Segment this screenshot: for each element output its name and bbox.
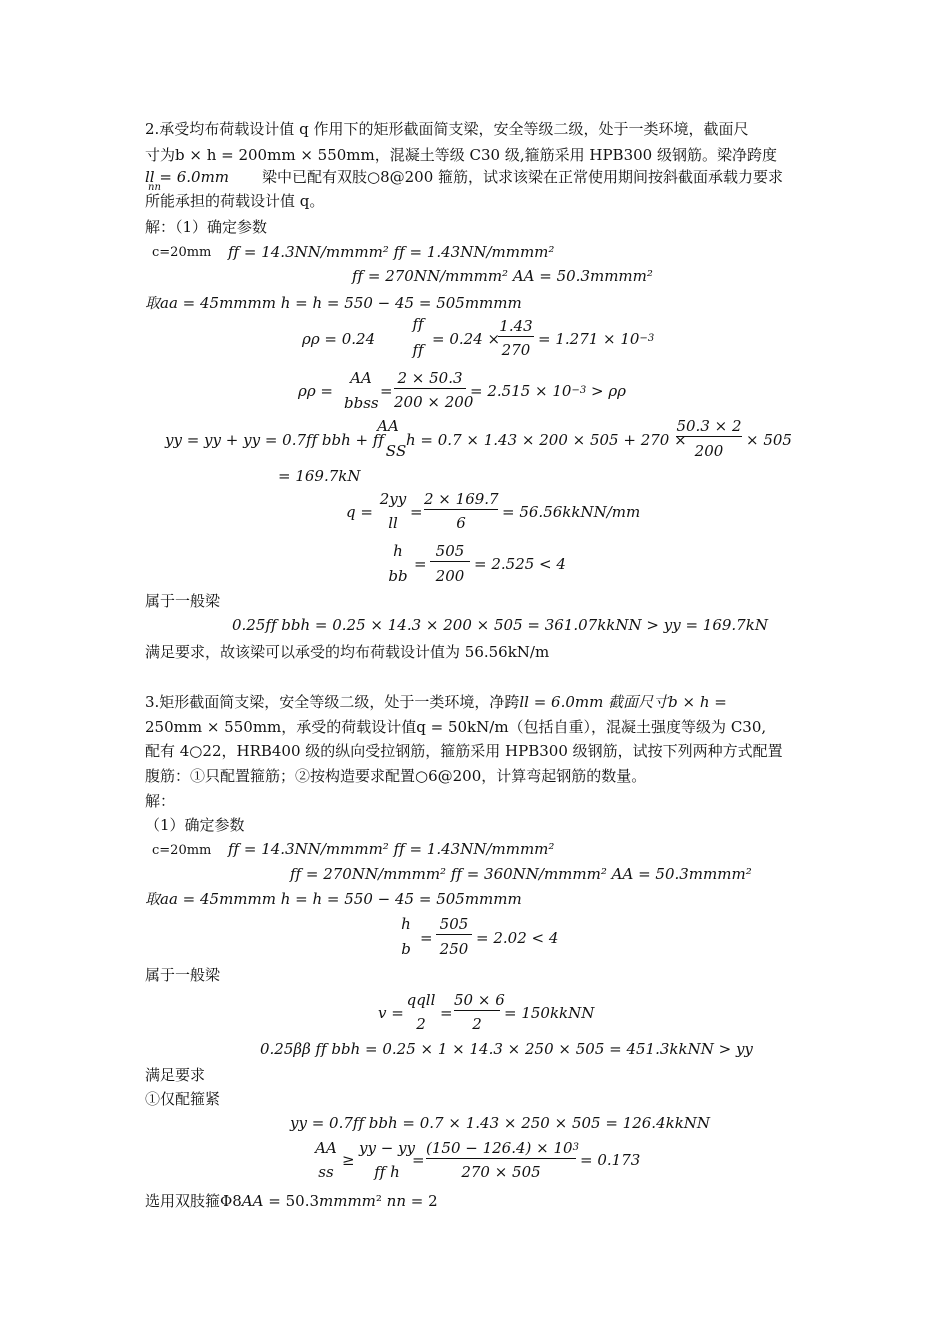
problem2-conclusion: 满足要求，故该梁可以承受的均布荷载设计值为 56.56kN/m	[145, 643, 550, 661]
asv-frac2-num: 𝑦𝑦 − 𝑦𝑦	[358, 1139, 415, 1157]
rho-min-lhs: 𝜌𝜌 = 0.24	[302, 330, 376, 348]
problem3-line1-text: 3.矩形截面简支梁，安全等级二级，处于一类环境，净跨	[145, 693, 520, 711]
problem3-choose-line: 选用双肢箍Φ8𝐴𝐴 = 50.3𝑚𝑚𝑚𝑚² 𝑛𝑛 = 2	[145, 1192, 438, 1210]
v-frac2-den: 2	[472, 1015, 482, 1033]
hw-rhs: = 2.525 < 4	[474, 555, 566, 573]
problem2-statement-line-2: 寸为b × h = 200mm × 550mm，混凝土等级 C30 级,箍筋采用 HPB300 级钢筋。梁净跨度	[145, 146, 777, 164]
v-frac1-den: 2	[416, 1015, 426, 1033]
problem3-case1: ①仅配箍紧	[145, 1090, 221, 1108]
hw-frac1-den: 𝑏𝑏	[388, 567, 408, 585]
rho-sv-rhs-text: = 2.515 × 10	[470, 382, 572, 400]
rho-min-frac1-den: 𝑓𝑓	[412, 341, 424, 359]
asv-frac3-num	[426, 1138, 579, 1159]
q-lhs: q =	[346, 503, 373, 521]
problem3-fyv-line: 𝑓𝑓 = 270𝑁𝑁/𝑚𝑚𝑚𝑚² 𝑓𝑓 = 360𝑁𝑁/𝑚𝑚𝑚𝑚² 𝐴𝐴 = 50.3𝑚𝑚𝑚𝑚²	[290, 865, 752, 883]
asv-frac3-exponent: 3	[572, 1142, 579, 1153]
problem2-statement-line-1: 2.承受均布荷载设计值 q 作用下的矩形截面简支梁，安全等级二级，处于一类环境，截面尺	[145, 120, 749, 138]
rho-sv-lhs: 𝜌𝜌 =	[298, 382, 333, 400]
q-frac2-num: 2 × 169.7	[424, 490, 499, 508]
problem2-general-beam: 属于一般梁	[145, 592, 221, 610]
p3-hw-eq: =	[420, 929, 433, 947]
rho-sv-rhs	[470, 381, 626, 401]
rho-sv-eq: =	[380, 382, 393, 400]
rho-sv-exponent: −3	[571, 385, 587, 396]
v-frac2-num: 50 × 6	[454, 991, 505, 1009]
vu-lhs: 𝑦𝑦 = 𝑦𝑦 + 𝑦𝑦 = 0.7𝑓𝑓 𝑏𝑏ℎ + 𝑓𝑓	[165, 431, 384, 449]
problem3-step1: （1）确定参数	[145, 816, 245, 834]
v-lhs: v =	[378, 1004, 404, 1022]
p3-hw-frac1-num: ℎ	[401, 915, 411, 933]
ln-value: = 6.0𝑚𝑚	[154, 168, 230, 186]
vu-frac2-num: 50.3 × 2	[676, 417, 742, 435]
rho-min-frac1-num: 𝑓𝑓	[412, 315, 424, 333]
hw-frac2-num: 505	[430, 541, 470, 562]
ln-subscript: nn	[148, 182, 161, 193]
problem3-statement-line-4: 腹筋：①只配置箍筋；②按构造要求配置○6@200，计算弯起钢筋的数量。	[145, 767, 647, 785]
q-frac2-den: 6	[456, 514, 466, 532]
v-frac1-num: 𝑞𝑞𝑙𝑙	[406, 991, 436, 1009]
problem3-fc-line: 𝑓𝑓 = 14.3𝑁𝑁/𝑚𝑚𝑚𝑚² 𝑓𝑓 = 1.43𝑁𝑁/𝑚𝑚𝑚𝑚²	[228, 840, 555, 858]
problem3-statement-line-1	[145, 692, 727, 712]
p3-hw-frac1-den: b	[401, 940, 411, 958]
problem2-fc-line: 𝑓𝑓 = 14.3𝑁𝑁/𝑚𝑚𝑚𝑚² 𝑓𝑓 = 1.43𝑁𝑁/𝑚𝑚𝑚𝑚²	[228, 243, 555, 261]
rho-min-frac2-num: 1.43	[499, 317, 533, 335]
problem3-vc-line: 𝑦𝑦 = 0.7𝑓𝑓 𝑏𝑏ℎ = 0.7 × 1.43 × 250 × 505 = 126.4𝑘𝑘𝑁𝑁	[290, 1114, 711, 1132]
q-eq: =	[410, 503, 423, 521]
q-rhs: = 56.56𝑘𝑘𝑁𝑁/𝑚𝑚	[502, 503, 641, 521]
asv-frac1-num: 𝐴𝐴	[315, 1139, 337, 1157]
vu-tail: × 505	[746, 431, 792, 449]
vu-frac1-den: 𝑆𝑆	[385, 442, 407, 460]
q-frac1-den: 𝑙𝑙	[388, 514, 398, 532]
problem3-statement-line-3: 配有 4○22，HRB400 级的纵向受拉钢筋，箍筋采用 HPB300 级钢筋，试按下列两种方式配置	[145, 742, 783, 760]
asv-frac1-den: 𝑠𝑠	[318, 1163, 334, 1181]
problem2-as-line: 取𝑎𝑎 = 45𝑚𝑚𝑚𝑚 ℎ = ℎ = 550 − 45 = 505𝑚𝑚𝑚𝑚	[145, 294, 522, 312]
rho-sv-frac1-num: 𝐴𝐴	[350, 369, 372, 387]
rho-sv-frac1-den: 𝑏𝑏𝑠𝑠	[344, 394, 379, 412]
problem3-solution-label: 解：	[145, 792, 176, 810]
asv-frac2-den: 𝑓𝑓 ℎ	[374, 1163, 400, 1181]
problem3-statement-line-2: 250mm × 550mm，承受的荷载设计值q = 50kN/m（包括自重），混凝土强度等级为 C30,	[145, 718, 767, 736]
v-rhs: = 150𝑘𝑘𝑁𝑁	[504, 1004, 595, 1022]
rho-min-rhs-text: = 1.271 × 10	[538, 330, 640, 348]
problem2-cover: c=20mm	[152, 245, 212, 260]
problem2-fyv-line: 𝑓𝑓 = 270𝑁𝑁/𝑚𝑚𝑚𝑚² 𝐴𝐴 = 50.3𝑚𝑚𝑚𝑚²	[352, 267, 653, 285]
rho-min-exponent: −3	[639, 333, 655, 344]
asv-eq: =	[412, 1151, 425, 1169]
rho-sv-tail: > 𝜌𝜌	[586, 382, 626, 400]
problem2-solution-label: 解：（1）确定参数	[145, 218, 268, 236]
rho-sv-frac2-num: 2 × 50.3	[394, 368, 466, 389]
hw-frac1-num: ℎ	[393, 542, 403, 560]
problem3-general-beam: 属于一般梁	[145, 966, 221, 984]
ln-symbol-label: ll	[145, 168, 155, 186]
q-frac1-num: 2𝑦𝑦	[379, 490, 407, 508]
problem2-statement-line-3: 梁中已配有双肢○8@200 箍筋，试求该梁在正常使用期间按斜截面承载力要求	[262, 168, 784, 186]
rho-min-mid: = 0.24 ×	[432, 330, 501, 348]
problem3-line1-rest: = 6.0𝑚𝑚 截面尺寸b × h =	[528, 693, 727, 711]
problem2-check-line: 0.25𝑓𝑓 𝑏𝑏ℎ = 0.25 × 14.3 × 200 × 505 = 361.07𝑘𝑘𝑁𝑁 > 𝑦𝑦 = 169.7kN	[232, 616, 768, 634]
v-eq: =	[440, 1004, 453, 1022]
problem3-satisfy: 满足要求	[145, 1066, 206, 1084]
asv-rhs: = 0.173	[580, 1151, 641, 1169]
p3-hw-frac2-den: 250	[439, 940, 469, 958]
vu-mid: ℎ = 0.7 × 1.43 × 200 × 505 + 270 ×	[406, 431, 687, 449]
asv-ge: ≥	[342, 1151, 355, 1169]
problem3-ln-symbol: ll	[519, 693, 529, 711]
vu-frac1-num: 𝐴𝐴	[377, 417, 399, 435]
hw-eq: =	[414, 555, 427, 573]
problem3-check-line: 0.25𝛽𝛽 𝑓𝑓 𝑏𝑏ℎ = 0.25 × 1 × 14.3 × 250 × 505 = 451.3𝑘𝑘𝑁𝑁 > 𝑦𝑦	[260, 1040, 753, 1058]
problem3-as-line: 取𝑎𝑎 = 45𝑚𝑚𝑚𝑚 ℎ = ℎ = 550 − 45 = 505𝑚𝑚𝑚𝑚	[145, 890, 522, 908]
asv-frac3-num-text: (150 − 126.4) × 10	[426, 1139, 573, 1157]
p3-hw-frac2-num: 505	[436, 914, 472, 935]
problem2-statement-line-4: 所能承担的荷载设计值 q。	[145, 192, 325, 210]
vu-frac2-den: 200	[694, 442, 724, 460]
problem3-cover: c=20mm	[152, 843, 212, 858]
rho-sv-frac2-den: 200 × 200	[394, 393, 474, 411]
vu-result: = 169.7kN	[278, 467, 361, 485]
asv-frac3-den: 270 × 505	[461, 1163, 541, 1181]
p3-hw-rhs: = 2.02 < 4	[476, 929, 559, 947]
rho-min-rhs	[538, 329, 654, 349]
hw-frac2-den: 200	[435, 567, 465, 585]
rho-min-frac2-den: 270	[501, 341, 531, 359]
